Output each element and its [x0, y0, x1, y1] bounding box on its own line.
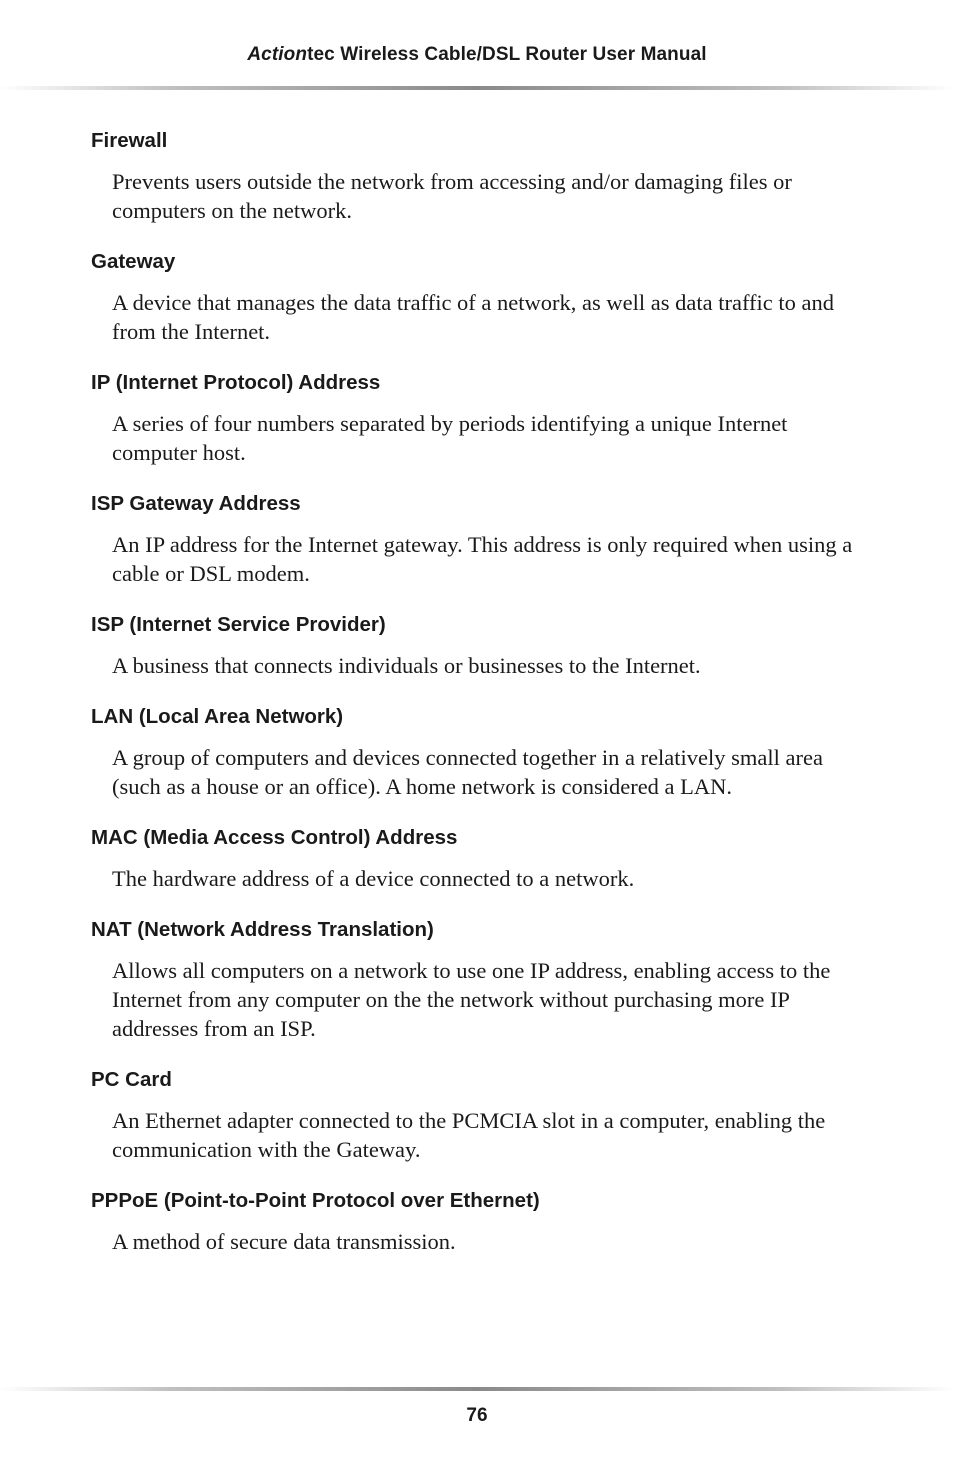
- footer-rule: [0, 1387, 954, 1391]
- glossary-entry-pppoe: [91, 1186, 871, 1256]
- glossary-entry-isp: [91, 610, 871, 680]
- glossary-term: PC Card: [91, 1068, 172, 1091]
- glossary-entry-lan: [91, 702, 871, 801]
- glossary-content: [91, 126, 871, 1278]
- glossary-term: Gateway: [91, 250, 176, 273]
- glossary-entry-isp-gateway-address: [91, 489, 871, 588]
- glossary-definition: A group of computers and devices connected together in a relatively small area (such as a house or an office). A home network is considered a LAN.: [112, 745, 823, 799]
- glossary-definition: Allows all computers on a network to use one IP address, enabling access to the Internet from any computer on the the network without purchasing more IP addresses from an ISP.: [112, 958, 831, 1041]
- glossary-entry-ip-address: [91, 368, 871, 467]
- glossary-definition: A device that manages the data traffic of a network, as well as data traffic to and from the Internet.: [112, 290, 834, 344]
- glossary-entry-nat: [91, 915, 871, 1043]
- glossary-definition: Prevents users outside the network from accessing and/or damaging files or computers on the network.: [112, 169, 792, 223]
- glossary-term: MAC (Media Access Control) Address: [91, 826, 458, 849]
- glossary-term: ISP Gateway Address: [91, 492, 301, 515]
- header-rule: [0, 86, 954, 90]
- glossary-entry-mac-address: [91, 823, 871, 893]
- glossary-definition: A business that connects individuals or businesses to the Internet.: [112, 653, 701, 678]
- glossary-definition: A series of four numbers separated by periods identifying a unique Internet computer host.: [112, 411, 788, 465]
- glossary-term: LAN (Local Area Network): [91, 705, 344, 728]
- glossary-entry-pc-card: [91, 1065, 871, 1164]
- glossary-term: NAT (Network Address Translation): [91, 918, 434, 941]
- glossary-definition: The hardware address of a device connected to a network.: [112, 866, 635, 891]
- glossary-definition: A method of secure data transmission.: [112, 1229, 456, 1254]
- glossary-term: Firewall: [91, 129, 168, 152]
- glossary-term: ISP (Internet Service Provider): [91, 613, 386, 636]
- page-header: [0, 44, 954, 66]
- glossary-term: IP (Internet Protocol) Address: [91, 371, 381, 394]
- glossary-definition: An IP address for the Internet gateway. This address is only required when using a cable or DSL modem.: [112, 532, 853, 586]
- page-number: 76: [466, 1405, 488, 1426]
- glossary-definition: An Ethernet adapter connected to the PCMCIA slot in a computer, enabling the communication with the Gateway.: [112, 1108, 826, 1162]
- glossary-entry-gateway: [91, 247, 871, 346]
- glossary-term: PPPoE (Point-to-Point Protocol over Ethernet): [91, 1189, 540, 1212]
- glossary-entry-firewall: [91, 126, 871, 225]
- header-brand-italic: Action: [247, 44, 308, 65]
- header-title: tec Wireless Cable/DSL Router User Manual: [307, 44, 707, 65]
